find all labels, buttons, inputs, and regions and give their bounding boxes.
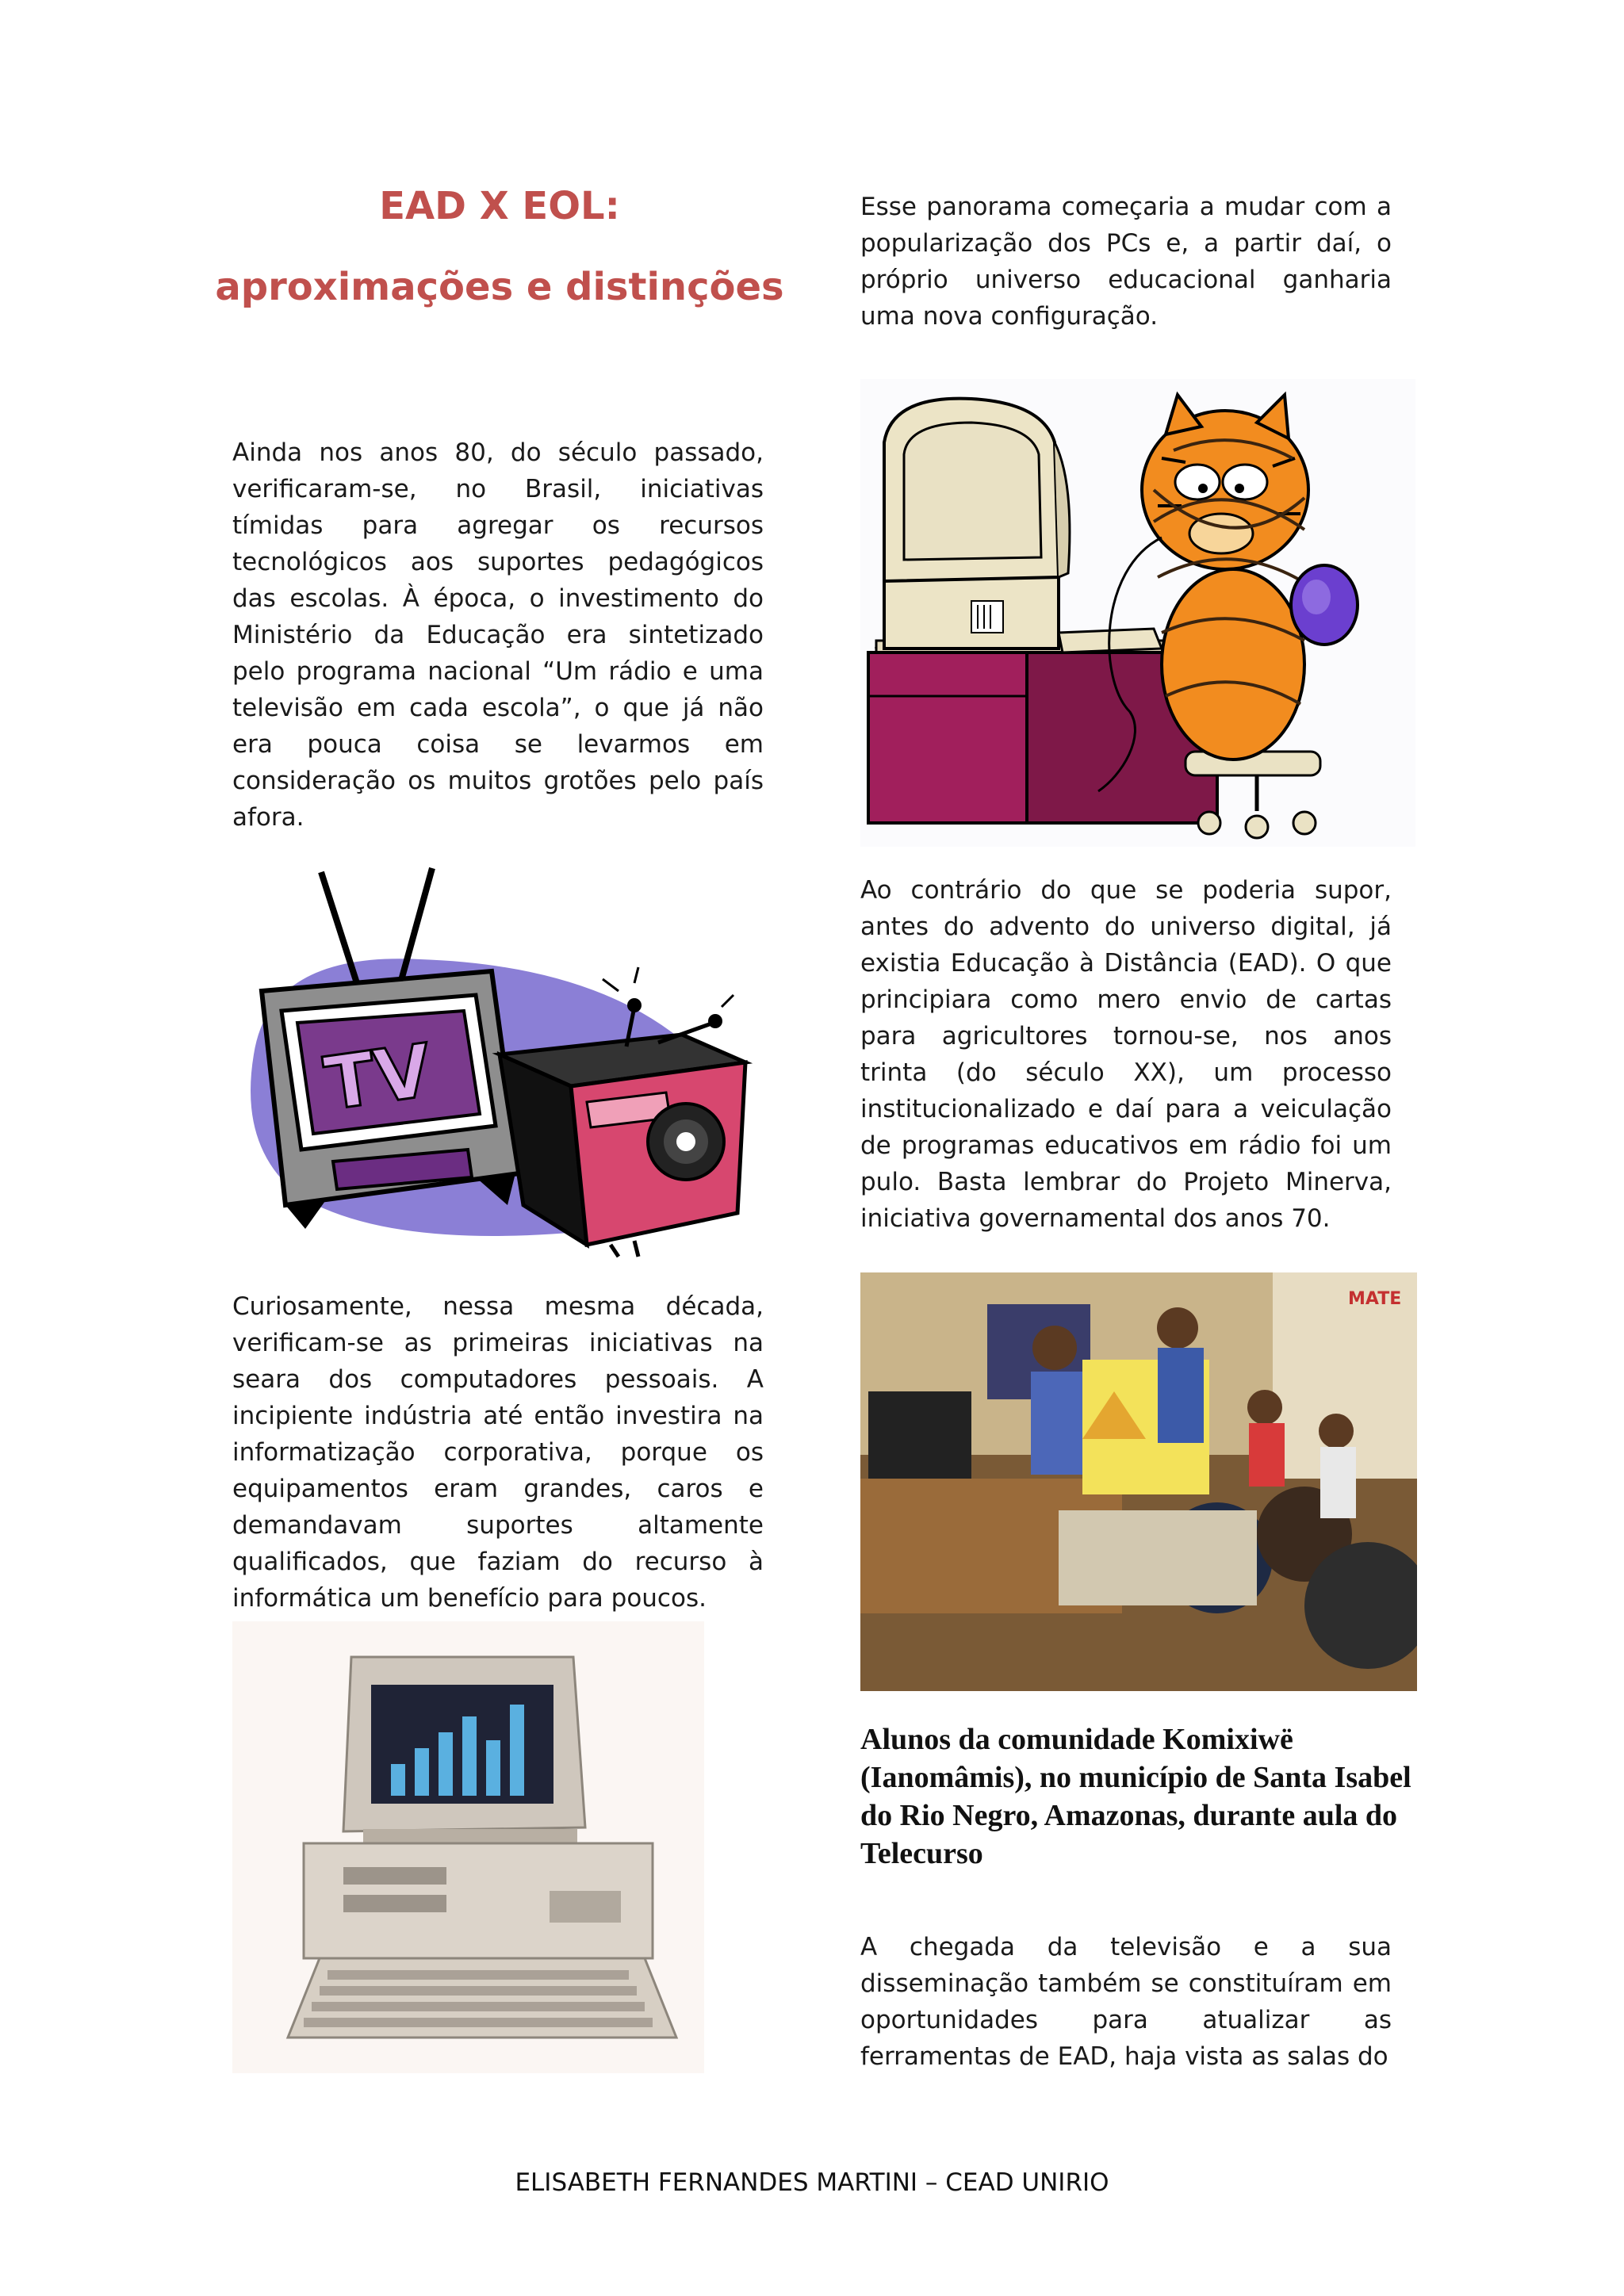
classroom-photo (860, 1272, 1417, 1691)
photo-caption: Alunos da comunidade Komixiwë (Ianomâmis), no município de Santa Isabel do Rio Negro, Amazonas, durante aula do Telecurso (860, 1723, 1411, 1870)
tv-radio-illustration (238, 864, 761, 1261)
classroom-sign-text: MATE (1348, 1289, 1402, 1309)
paragraph-right-intro: Esse panorama começaria a mudar com a popularização dos PCs e, a partir daí, o próprio universo educacional ganharia uma nova configuração. (860, 193, 1392, 331)
garfield-computer-illustration (860, 379, 1415, 847)
paragraph-left-2: Curiosamente, nessa mesma década, verificam-se as primeiras iniciativas na seara dos computadores pessoais. A incipiente indústria até então investira na informatização corporativa, porque os equipamentos eram grandes, caros e demandavam suportes altamente qualificados, que faziam do recurso à informática um benefício para poucos. (232, 1292, 764, 1613)
title-line-2: aproximações e distinções (215, 265, 784, 309)
tv-logo-text: TV (320, 1027, 437, 1127)
paragraph-right-2: Ao contrário do que se poderia supor, antes do advento do universo digital, já existia Educação à Distância (EAD). O que principiara como mero envio de cartas para agricultores tornou-se, nos anos trinta (do século XX), um processo institucionalizado e daí para a veiculação de programas educativos em rádio foi um pulo. Basta lembrar do Projeto Minerva, iniciativa governamental dos anos 70. (860, 876, 1392, 1233)
page-footer: ELISABETH FERNANDES MARTINI – CEAD UNIRIO (515, 2168, 1109, 2197)
vintage-pc-photo (232, 1621, 704, 2073)
title-line-1: EAD X EOL: (379, 184, 620, 228)
paragraph-left-1: Ainda nos anos 80, do século passado, verificaram-se, no Brasil, iniciativas tímidas para agregar os recursos tecnológicos aos suportes pedagógicos das escolas. À época, o investimento do Ministério da Educação era sintetizado pelo programa nacional “Um rádio e uma televisão em cada escola”, o que já não era pouca coisa se levarmos em consideração os muitos grotões pelo país afora. (232, 438, 764, 832)
paragraph-right-3: A chegada da televisão e a sua disseminação também se constituíram em oportunidades para atualizar as ferramentas de EAD, haja vista as salas do (860, 1933, 1392, 2071)
